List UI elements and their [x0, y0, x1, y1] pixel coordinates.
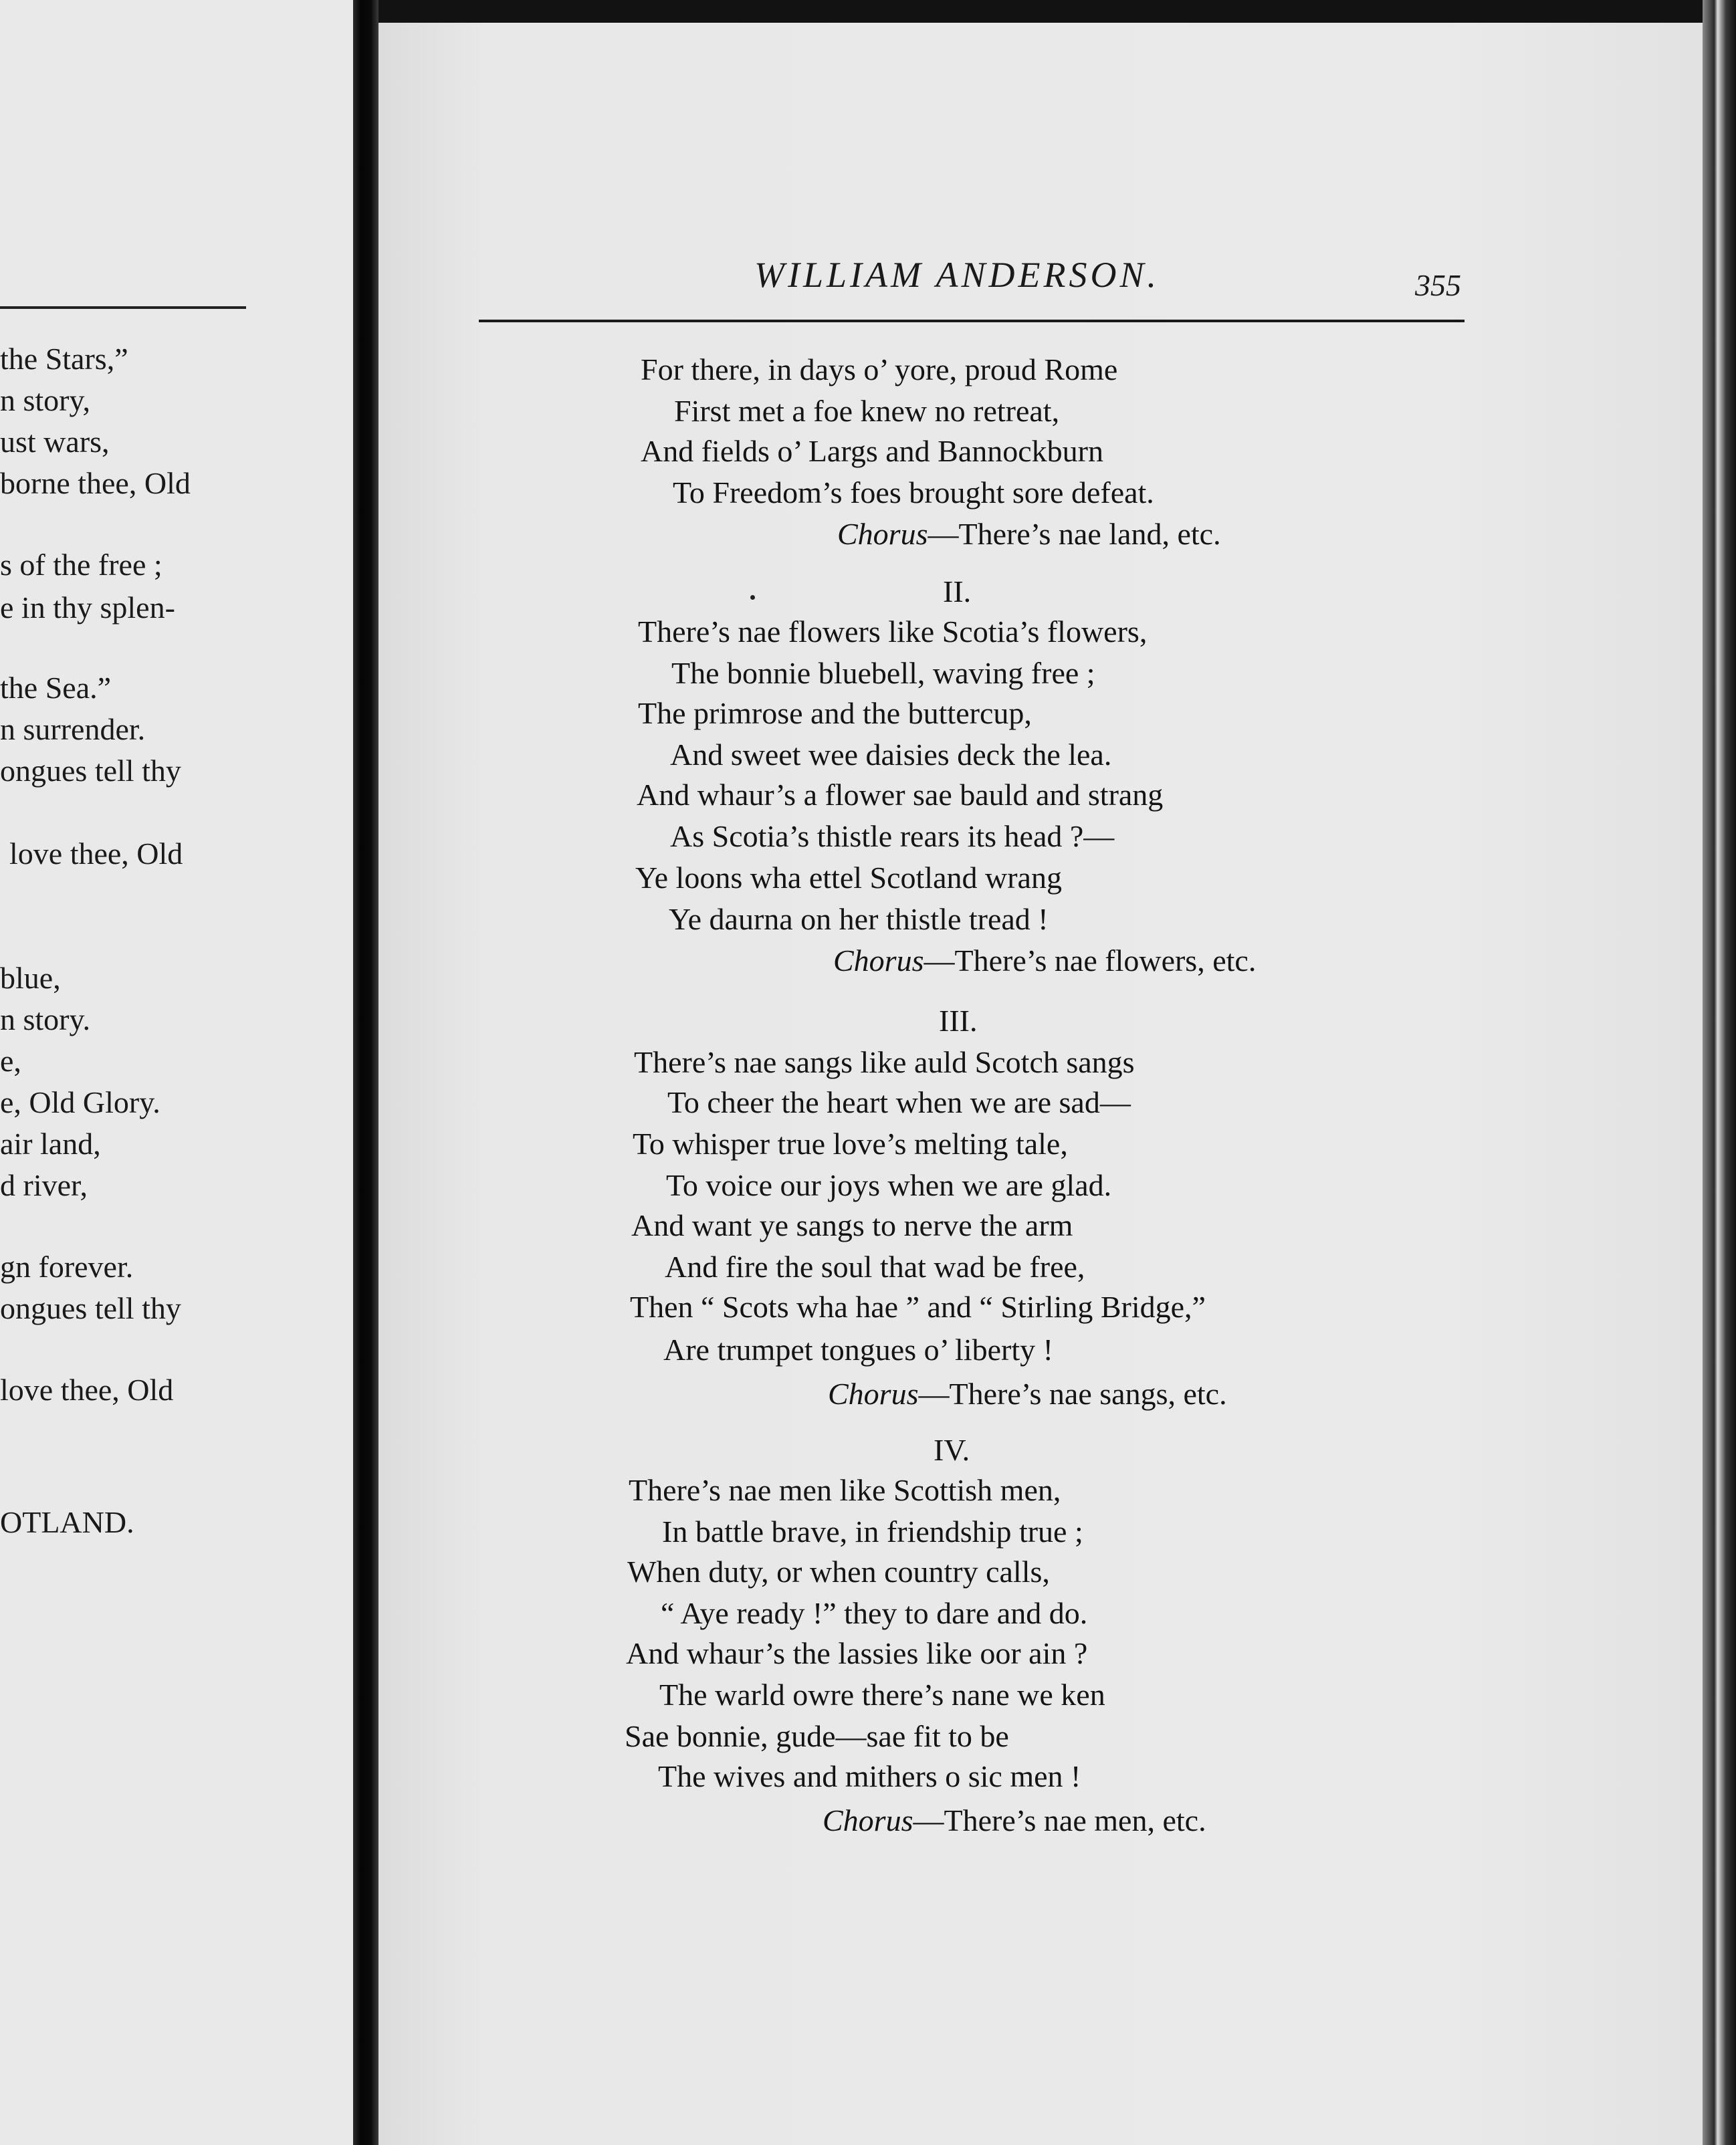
left-page-line: ust wars, [0, 425, 110, 459]
verse-line: And want ye sangs to nerve the arm [631, 1208, 1073, 1242]
left-page-line: love thee, Old [9, 836, 183, 871]
chorus-line [828, 1379, 1227, 1409]
left-page-line: ongues tell thy [0, 1291, 181, 1325]
verse-line: And fire the soul that wad be free, [665, 1250, 1085, 1284]
book-gutter [353, 0, 378, 2145]
verse-line: The bonnie bluebell, waving free ; [671, 656, 1095, 690]
chorus-line [833, 945, 1256, 976]
left-page-line: n story. [0, 1002, 91, 1036]
verse-line: There’s nae flowers like Scotia’s flowers, [638, 614, 1148, 649]
print-speck [750, 595, 755, 600]
stanza-numeral: IV. [934, 1433, 970, 1467]
left-page-line: s of the free ; [0, 548, 162, 582]
chorus-line [823, 1805, 1206, 1836]
left-page-line: e in thy splen- [0, 590, 175, 625]
verse-line: There’s nae sangs like auld Scotch sangs [634, 1045, 1135, 1079]
verse-line: The wives and mithers o sic men ! [658, 1759, 1081, 1793]
left-page-line: e, Old Glory. [0, 1085, 160, 1119]
verse-line: To cheer the heart when we are sad— [667, 1085, 1131, 1119]
left-page-line: the Sea.” [0, 671, 112, 705]
left-page-line: borne thee, Old [0, 466, 191, 500]
chorus-label: Chorus [823, 1803, 913, 1837]
left-page-rule [0, 306, 246, 309]
left-page-line: love thee, Old [0, 1373, 174, 1407]
chorus-line [837, 519, 1221, 550]
verse-line: When duty, or when country calls, [627, 1555, 1050, 1589]
verse-line: There’s nae men like Scottish men, [629, 1473, 1061, 1507]
left-page-line: gn forever. [0, 1250, 134, 1284]
verse-line: The warld owre there’s nane we ken [659, 1678, 1105, 1712]
stanza-numeral: II. [943, 574, 972, 608]
verse-line: The primrose and the buttercup, [638, 696, 1032, 730]
stanza-numeral: III. [939, 1004, 978, 1038]
verse-line: Are trumpet tongues o’ liberty ! [663, 1333, 1053, 1367]
running-header-title: WILLIAM ANDERSON. [754, 255, 1160, 295]
left-page-line: OTLAND. [0, 1505, 134, 1539]
chorus-text: —There’s nae land, etc. [928, 517, 1221, 551]
page-number: 355 [1415, 268, 1461, 302]
verse-line: And fields o’ Largs and Bannockburn [641, 434, 1103, 468]
verse-line: First met a foe knew no retreat, [674, 394, 1060, 428]
verse-line: “ Aye ready !” they to dare and do. [661, 1596, 1088, 1630]
header-rule [479, 320, 1464, 322]
verse-line: In battle brave, in friendship true ; [662, 1514, 1083, 1549]
chorus-text: —There’s nae men, etc. [913, 1803, 1206, 1837]
verse-line: To Freedom’s foes brought sore defeat. [673, 475, 1154, 510]
left-page-line: e, [0, 1044, 21, 1078]
verse-line: And sweet wee daisies deck the lea. [670, 738, 1112, 772]
verse-line: Sae bonnie, gude—sae fit to be [625, 1719, 1009, 1753]
verse-line: And whaur’s the lassies like oor ain ? [626, 1636, 1088, 1670]
page-right-edge [1703, 0, 1736, 2145]
chorus-label: Chorus [833, 943, 924, 978]
chorus-label: Chorus [828, 1377, 919, 1411]
left-page-line: air land, [0, 1127, 101, 1161]
left-page-line: blue, [0, 961, 61, 995]
left-page-line: ongues tell thy [0, 754, 181, 788]
left-page-line: d river, [0, 1168, 88, 1202]
chorus-label: Chorus [837, 517, 928, 551]
left-page-line: n surrender. [0, 712, 146, 746]
verse-line: As Scotia’s thistle rears its head ?— [670, 819, 1115, 853]
verse-line: And whaur’s a flower sae bauld and strang [637, 778, 1164, 812]
verse-line: Then “ Scots wha hae ” and “ Stirling Bridge,” [630, 1290, 1206, 1324]
verse-line: Ye loons wha ettel Scotland wrang [635, 861, 1062, 895]
verse-line: To whisper true love’s melting tale, [633, 1127, 1068, 1161]
left-page-line: the Stars,” [0, 342, 128, 376]
chorus-text: —There’s nae flowers, etc. [924, 943, 1257, 978]
left-facing-page [0, 0, 353, 2145]
chorus-text: —There’s nae sangs, etc. [918, 1377, 1227, 1411]
verse-line: For there, in days o’ yore, proud Rome [641, 352, 1118, 386]
verse-line: To voice our joys when we are glad. [666, 1168, 1112, 1202]
page-top-edge [378, 0, 1736, 23]
left-page-line: n story, [0, 383, 91, 417]
verse-line: Ye daurna on her thistle tread ! [669, 902, 1049, 936]
